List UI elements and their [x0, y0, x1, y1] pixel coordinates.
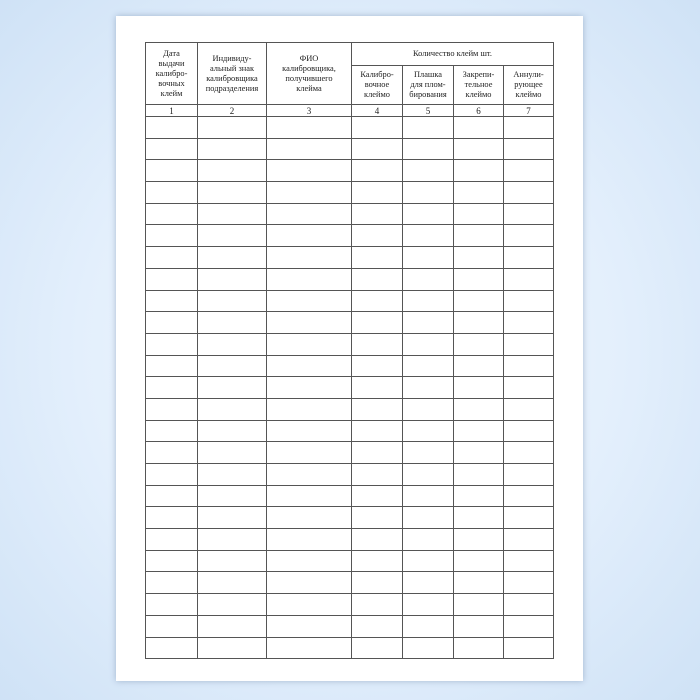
empty-cell [146, 507, 198, 529]
empty-cell [352, 138, 403, 160]
empty-cell [198, 485, 267, 507]
empty-cell [403, 442, 454, 464]
empty-cell [403, 225, 454, 247]
empty-cell [403, 312, 454, 334]
empty-cell [267, 312, 352, 334]
empty-cell [198, 550, 267, 572]
empty-cell [403, 485, 454, 507]
empty-cell [146, 420, 198, 442]
empty-cell [403, 333, 454, 355]
empty-cell [504, 377, 554, 399]
empty-cell [504, 615, 554, 637]
header-cancelling-stamp: Аннули- рующее клеймо [504, 66, 554, 105]
empty-cell [267, 572, 352, 594]
empty-cell [454, 615, 504, 637]
table-row [146, 225, 554, 247]
empty-cell [146, 160, 198, 182]
empty-cell [267, 203, 352, 225]
empty-cell [267, 615, 352, 637]
empty-cell [146, 203, 198, 225]
table-row [146, 464, 554, 486]
table-row [146, 485, 554, 507]
empty-cell [267, 550, 352, 572]
empty-cell [198, 333, 267, 355]
empty-cell [267, 594, 352, 616]
empty-cell [198, 420, 267, 442]
empty-cell [198, 529, 267, 551]
empty-cell [198, 615, 267, 637]
empty-cell [454, 485, 504, 507]
empty-cell [267, 507, 352, 529]
empty-cell [352, 333, 403, 355]
empty-cell [403, 398, 454, 420]
table-row [146, 333, 554, 355]
empty-cell [504, 529, 554, 551]
empty-cell [267, 398, 352, 420]
empty-cell [454, 290, 504, 312]
empty-cell [504, 398, 554, 420]
empty-cell [146, 117, 198, 139]
empty-cell [352, 182, 403, 204]
empty-cell [403, 507, 454, 529]
empty-cell [352, 225, 403, 247]
empty-cell [504, 312, 554, 334]
header-fixing-stamp: Закрепи- тельное клеймо [454, 66, 504, 105]
empty-cell [454, 398, 504, 420]
column-number: 6 [454, 105, 504, 117]
empty-cell [352, 377, 403, 399]
header-sealing-plate: Плашка для плом- бирования [403, 66, 454, 105]
empty-cell [198, 225, 267, 247]
empty-cell [352, 312, 403, 334]
empty-cell [267, 420, 352, 442]
empty-cell [267, 529, 352, 551]
empty-cell [403, 290, 454, 312]
empty-cell [267, 247, 352, 269]
table-row [146, 442, 554, 464]
table-row [146, 117, 554, 139]
empty-cell [198, 160, 267, 182]
empty-cell [198, 117, 267, 139]
table-row [146, 138, 554, 160]
empty-cell [267, 182, 352, 204]
empty-cell [198, 507, 267, 529]
table-row [146, 615, 554, 637]
empty-cell [454, 203, 504, 225]
table-row [146, 268, 554, 290]
empty-cell [267, 290, 352, 312]
empty-cell [403, 377, 454, 399]
empty-cell [504, 117, 554, 139]
empty-cell [454, 442, 504, 464]
table-row [146, 160, 554, 182]
empty-cell [267, 160, 352, 182]
empty-cell [146, 572, 198, 594]
empty-cell [146, 442, 198, 464]
empty-cell [454, 117, 504, 139]
table-row [146, 182, 554, 204]
empty-cell [267, 225, 352, 247]
empty-cell [504, 268, 554, 290]
empty-cell [146, 464, 198, 486]
empty-cell [504, 225, 554, 247]
empty-cell [352, 529, 403, 551]
empty-cell [146, 290, 198, 312]
empty-cell [403, 182, 454, 204]
empty-cell [352, 420, 403, 442]
empty-cell [504, 355, 554, 377]
empty-cell [198, 290, 267, 312]
empty-cell [403, 637, 454, 659]
empty-cell [146, 637, 198, 659]
empty-cell [146, 615, 198, 637]
column-number: 4 [352, 105, 403, 117]
empty-cell [454, 225, 504, 247]
header-calibrator-name: ФИО калибровщика, получившего клейма [267, 43, 352, 105]
empty-cell [454, 572, 504, 594]
empty-cell [146, 333, 198, 355]
empty-cell [403, 203, 454, 225]
empty-cell [504, 442, 554, 464]
empty-cell [352, 203, 403, 225]
empty-cell [403, 594, 454, 616]
empty-cell [146, 594, 198, 616]
empty-cell [403, 355, 454, 377]
empty-cell [403, 268, 454, 290]
empty-cell [198, 138, 267, 160]
empty-cell [352, 442, 403, 464]
table-row [146, 529, 554, 551]
empty-cell [454, 594, 504, 616]
empty-cell [352, 615, 403, 637]
empty-cell [454, 333, 504, 355]
empty-cell [504, 550, 554, 572]
empty-cell [504, 290, 554, 312]
table-row [146, 550, 554, 572]
empty-cell [454, 529, 504, 551]
empty-cell [146, 529, 198, 551]
table-row [146, 594, 554, 616]
empty-cell [352, 464, 403, 486]
empty-cell [198, 637, 267, 659]
empty-cell [403, 615, 454, 637]
empty-cell [146, 398, 198, 420]
empty-cell [454, 637, 504, 659]
empty-cell [198, 442, 267, 464]
empty-cell [454, 182, 504, 204]
empty-cell [267, 464, 352, 486]
empty-cell [198, 377, 267, 399]
empty-cell [146, 355, 198, 377]
empty-cell [198, 355, 267, 377]
empty-cell [504, 203, 554, 225]
empty-cell [454, 247, 504, 269]
table-row [146, 420, 554, 442]
table-row [146, 312, 554, 334]
table-row [146, 572, 554, 594]
empty-cell [504, 464, 554, 486]
empty-cell [267, 117, 352, 139]
empty-cell [352, 247, 403, 269]
empty-cell [198, 464, 267, 486]
document-page [116, 16, 583, 681]
empty-cell [352, 507, 403, 529]
header-calibration-stamp: Калибро- вочное клеймо [352, 66, 403, 105]
empty-cell [403, 138, 454, 160]
table-row [146, 507, 554, 529]
empty-cell [267, 333, 352, 355]
empty-cell [267, 637, 352, 659]
empty-cell [146, 312, 198, 334]
empty-cell [504, 160, 554, 182]
empty-cell [403, 117, 454, 139]
empty-cell [504, 182, 554, 204]
empty-cell [198, 203, 267, 225]
empty-cell [146, 182, 198, 204]
empty-cell [146, 485, 198, 507]
empty-cell [504, 594, 554, 616]
empty-cell [198, 572, 267, 594]
empty-cell [198, 268, 267, 290]
empty-cell [403, 550, 454, 572]
column-number: 1 [146, 105, 198, 117]
empty-cell [454, 377, 504, 399]
empty-cell [454, 138, 504, 160]
empty-cell [352, 290, 403, 312]
empty-cell [454, 355, 504, 377]
empty-cell [198, 594, 267, 616]
column-number: 7 [504, 105, 554, 117]
empty-cell [352, 572, 403, 594]
table-row [146, 377, 554, 399]
empty-cell [454, 550, 504, 572]
empty-cell [504, 637, 554, 659]
empty-cell [403, 160, 454, 182]
empty-cell [504, 420, 554, 442]
empty-cell [454, 420, 504, 442]
empty-cell [198, 312, 267, 334]
empty-cell [504, 138, 554, 160]
empty-cell [403, 529, 454, 551]
empty-cell [198, 182, 267, 204]
empty-cell [198, 398, 267, 420]
empty-cell [146, 225, 198, 247]
table-row [146, 290, 554, 312]
table-row [146, 398, 554, 420]
calibration-stamps-journal-table [145, 42, 554, 659]
table-body [146, 117, 554, 659]
empty-cell [403, 420, 454, 442]
empty-cell [454, 160, 504, 182]
empty-cell [352, 117, 403, 139]
empty-cell [352, 485, 403, 507]
table-row [146, 637, 554, 659]
empty-cell [352, 268, 403, 290]
column-number: 2 [198, 105, 267, 117]
empty-cell [267, 138, 352, 160]
column-number: 5 [403, 105, 454, 117]
empty-cell [352, 637, 403, 659]
header-calibrator-mark: Индивиду- альный знак калибровщика подразделения [198, 43, 267, 105]
empty-cell [146, 138, 198, 160]
empty-cell [267, 485, 352, 507]
header-issue-date: Дата выдачи калибро- вочных клейм [146, 43, 198, 105]
empty-cell [352, 160, 403, 182]
header-stamp-count-group: Количество клейм шт. [352, 43, 554, 66]
empty-cell [504, 247, 554, 269]
empty-cell [267, 442, 352, 464]
empty-cell [267, 268, 352, 290]
empty-cell [267, 355, 352, 377]
empty-cell [146, 247, 198, 269]
empty-cell [198, 247, 267, 269]
empty-cell [504, 485, 554, 507]
empty-cell [146, 550, 198, 572]
empty-cell [352, 398, 403, 420]
table-row [146, 247, 554, 269]
empty-cell [454, 507, 504, 529]
empty-cell [352, 594, 403, 616]
empty-cell [403, 464, 454, 486]
empty-cell [454, 464, 504, 486]
empty-cell [146, 268, 198, 290]
table-row [146, 355, 554, 377]
empty-cell [504, 507, 554, 529]
empty-cell [146, 377, 198, 399]
empty-cell [504, 333, 554, 355]
empty-cell [267, 377, 352, 399]
empty-cell [403, 247, 454, 269]
empty-cell [504, 572, 554, 594]
empty-cell [352, 355, 403, 377]
empty-cell [454, 268, 504, 290]
column-number: 3 [267, 105, 352, 117]
empty-cell [454, 312, 504, 334]
empty-cell [403, 572, 454, 594]
table-row [146, 203, 554, 225]
empty-cell [352, 550, 403, 572]
